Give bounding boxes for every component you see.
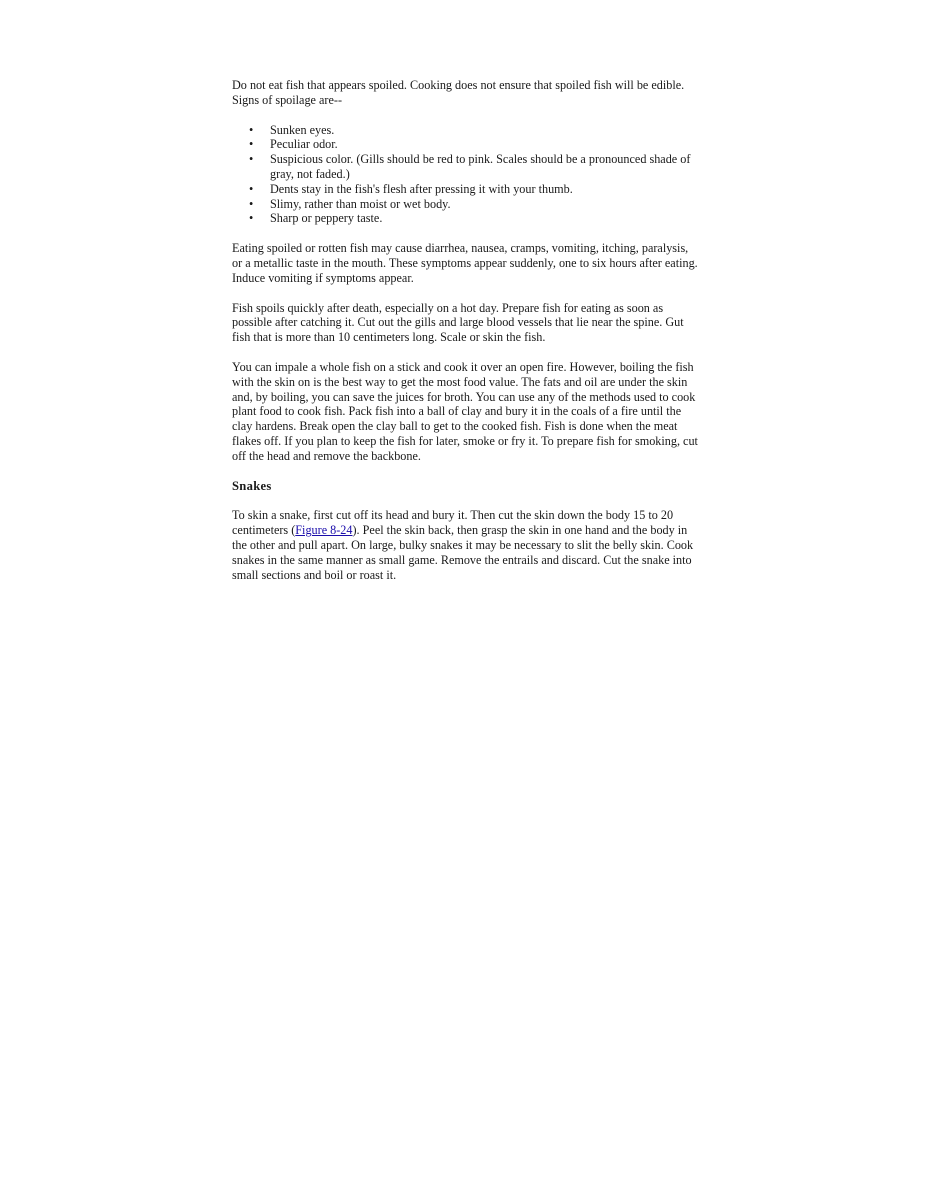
document-body xyxy=(232,78,700,597)
spoilage-signs-list xyxy=(232,123,700,227)
list-item: • Peculiar odor. xyxy=(270,137,700,152)
list-item: • Dents stay in the fish's flesh after pressing it with your thumb. xyxy=(270,182,700,197)
snakes-heading: Snakes xyxy=(232,478,272,493)
cooking-paragraph: You can impale a whole fish on a stick and cook it over an open fire. However, boiling the fish with the skin on is the best way to get the most food value. The fats and oil are under the skin and, by boiling, you can save the juices for broth. You can use any of the methods used to cook plant food to cook fish. Pack fish into a ball of clay and bury it in the coals of a fire until the clay hardens. Break open the clay ball to get to the cooked fish. Fish is done when the meat flakes off. If you plan to keep the fish for later, smoke or fry it. To prepare fish for smoking, cut off the head and remove the backbone. xyxy=(232,359,698,463)
figure-8-24-link[interactable]: Figure 8-24 xyxy=(295,523,353,538)
list-item: • Sharp or peppery taste. xyxy=(270,211,700,226)
snakes-text-after-link: ). Peel the skin back, then grasp the skin in one hand and the body in the other and pull apart. On large, bulky snakes it may be necessary to slit the belly skin. Cook snakes in the same manner as small game. Remove the entrails and discard. Cut the snake into small sections and boil or roast it. xyxy=(232,523,694,582)
intro-paragraph: Do not eat fish that appears spoiled. Cooking does not ensure that spoiled fish will be edible. Signs of spoilage are-- xyxy=(232,78,685,107)
preparation-paragraph: Fish spoils quickly after death, especially on a hot day. Prepare fish for eating as soon as possible after catching it. Cut out the gills and large blood vessels that lie near the spine. Gut fish that is more than 10 centimeters long. Scale or skin the fish. xyxy=(232,300,684,345)
snakes-text-before-link: To skin a snake, first cut off its head and bury it. Then cut the skin down the body 15 to 20 centimeters ( xyxy=(232,508,674,538)
list-item: • Slimy, rather than moist or wet body. xyxy=(270,197,700,212)
list-item: • Suspicious color. (Gills should be red to pink. Scales should be a pronounced shade of gray, not faded.) xyxy=(270,152,700,182)
snakes-paragraph xyxy=(232,508,700,582)
symptoms-paragraph: Eating spoiled or rotten fish may cause diarrhea, nausea, cramps, vomiting, itching, paralysis, or a metallic taste in the mouth. These symptoms appear suddenly, one to six hours after eating. Induce vomiting if symptoms appear. xyxy=(232,241,698,285)
list-item: • Sunken eyes. xyxy=(270,123,700,138)
